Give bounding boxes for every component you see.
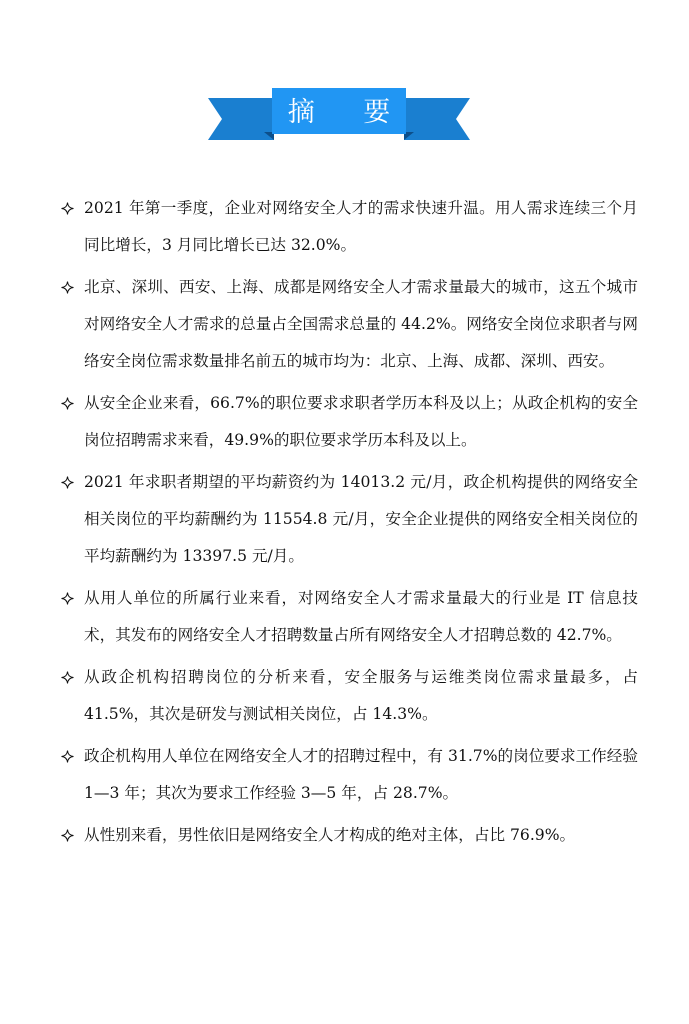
item-text: 政企机构用人单位在网络安全人才的招聘过程中，有 31.7%的岗位要求工作经验 1—3 年；其次为要求工作经验 3—5 年，占 28.7%。 xyxy=(84,747,638,802)
summary-banner xyxy=(208,88,470,142)
list-item xyxy=(58,385,638,459)
list-item xyxy=(58,659,638,733)
item-text: 从性别来看，男性依旧是网络安全人才构成的绝对主体，占比 76.9%。 xyxy=(84,826,576,844)
item-text: 从安全企业来看，66.7%的职位要求求职者学历本科及以上；从政企机构的安全岗位招聘需求来看，49.9%的职位要求学历本科及以上。 xyxy=(84,394,638,449)
list-item xyxy=(58,190,638,264)
page-title: 摘 要 xyxy=(287,97,411,128)
list-item xyxy=(58,738,638,812)
list-item xyxy=(58,464,638,575)
list-item xyxy=(58,269,638,380)
item-text: 2021 年第一季度，企业对网络安全人才的需求快速升温。用人需求连续三个月同比增长，3 月同比增长已达 32.0%。 xyxy=(84,199,638,254)
item-text: 从用人单位的所属行业来看，对网络安全人才需求量最大的行业是 IT 信息技术，其发布的网络安全人才招聘数量占所有网络安全人才招聘总数的 42.7%。 xyxy=(84,589,638,644)
list-item xyxy=(58,817,638,854)
item-text: 2021 年求职者期望的平均薪资约为 14013.2 元/月，政企机构提供的网络安全相关岗位的平均薪酬约为 11554.8 元/月，安全企业提供的网络安全相关岗位的平均薪酬约为 13397.5 元/月。 xyxy=(84,473,638,565)
four-point-star-icon xyxy=(58,738,76,775)
four-point-star-icon xyxy=(58,190,76,227)
summary-list xyxy=(58,190,638,859)
four-point-star-icon xyxy=(58,385,76,422)
item-text: 北京、深圳、西安、上海、成都是网络安全人才需求量最大的城市，这五个城市对网络安全人才需求的总量占全国需求总量的 44.2%。网络安全岗位求职者与网络安全岗位需求数量排名前五的城市均为：北京、上海、成都、深圳、西安。 xyxy=(84,278,638,370)
four-point-star-icon xyxy=(58,269,76,306)
four-point-star-icon xyxy=(58,659,76,696)
item-text: 从政企机构招聘岗位的分析来看，安全服务与运维类岗位需求量最多，占 41.5%，其次是研发与测试相关岗位，占 14.3%。 xyxy=(84,668,638,723)
list-item xyxy=(58,580,638,654)
four-point-star-icon xyxy=(58,580,76,617)
four-point-star-icon xyxy=(58,817,76,854)
four-point-star-icon xyxy=(58,464,76,501)
